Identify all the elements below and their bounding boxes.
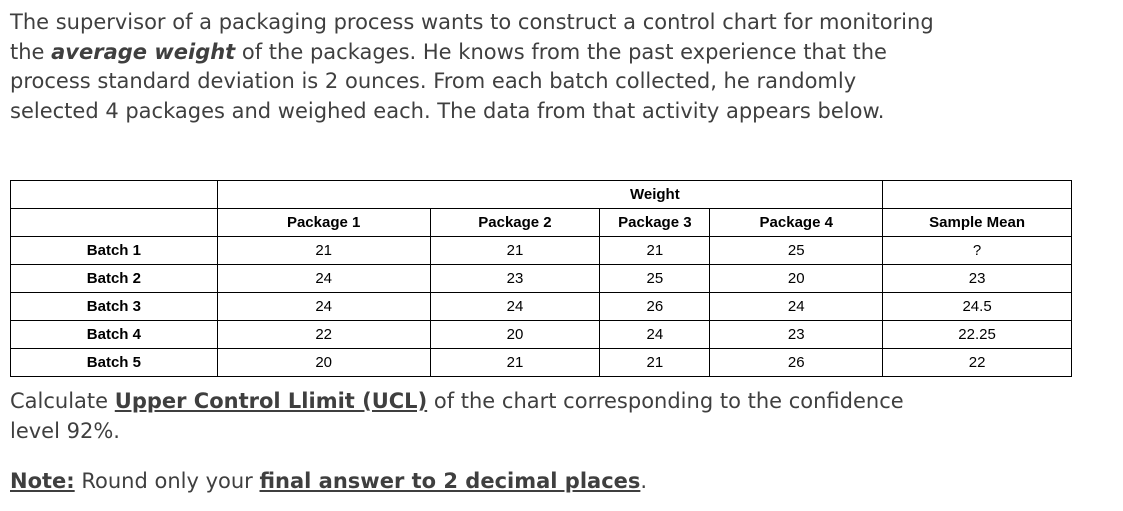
table-cell: 23 — [710, 321, 883, 349]
table-cell: 24 — [600, 321, 710, 349]
row-label: Batch 2 — [11, 265, 218, 293]
note — [10, 467, 647, 497]
table-cell: 21 — [430, 349, 600, 377]
weight-table — [10, 180, 1072, 377]
table-cell: 24 — [710, 293, 883, 321]
column-header: Package 2 — [430, 209, 600, 237]
table-cell: 21 — [217, 237, 430, 265]
note-emphasis: final answer to 2 decimal places — [259, 469, 641, 493]
table-group-header-row — [11, 181, 1072, 209]
table-cell: 20 — [430, 321, 600, 349]
table-header-row — [11, 209, 1072, 237]
table-cell: 21 — [600, 237, 710, 265]
intro-text-2: of the packages. He knows from the past experience that the process standard deviation is 2 ounces. From each batch collected, he randomly selected 4 packages and weighed each. The data from that activity appears below. — [10, 39, 887, 123]
table-cell: 25 — [710, 237, 883, 265]
table-row — [11, 265, 1072, 293]
column-header: Package 3 — [600, 209, 710, 237]
table-row — [11, 349, 1072, 377]
table-cell: 26 — [600, 293, 710, 321]
question-text-2: of the chart corresponding to the confidence level 92%. — [10, 389, 904, 443]
table-row — [11, 293, 1072, 321]
table-cell: 24 — [217, 293, 430, 321]
note-label: Note: — [10, 469, 75, 493]
row-label: Batch 5 — [11, 349, 218, 377]
question-text-1: Calculate — [10, 389, 115, 413]
table-cell: 25 — [600, 265, 710, 293]
row-label: Batch 1 — [11, 237, 218, 265]
note-text-2: . — [640, 469, 648, 493]
column-header: Package 1 — [217, 209, 430, 237]
table-cell: 23 — [883, 265, 1072, 293]
question-text — [10, 387, 910, 446]
table-cell: 22.25 — [883, 321, 1072, 349]
table-cell: ? — [883, 237, 1072, 265]
table-cell: 21 — [430, 237, 600, 265]
question-emphasis: Upper Control Llimit (UCL) — [114, 389, 428, 413]
table-cell: 22 — [883, 349, 1072, 377]
table-cell: 24 — [217, 265, 430, 293]
intro-emphasis: average weight — [51, 39, 236, 64]
table-cell: 23 — [430, 265, 600, 293]
table-cell: 20 — [217, 349, 430, 377]
table-cell: 24.5 — [883, 293, 1072, 321]
row-label: Batch 3 — [11, 293, 218, 321]
note-text-1: Round only your — [74, 469, 260, 493]
table-cell: 26 — [710, 349, 883, 377]
problem-intro — [10, 8, 940, 126]
intro-text-1: The supervisor of a packaging process wants to construct a control chart for monitoring the — [10, 10, 934, 64]
table-row — [11, 237, 1072, 265]
table-cell: 21 — [600, 349, 710, 377]
column-header: Sample Mean — [883, 209, 1072, 237]
row-label: Batch 4 — [11, 321, 218, 349]
table-corner-cell — [11, 181, 218, 209]
table-cell: 22 — [217, 321, 430, 349]
weight-group-header: Weight — [600, 181, 710, 209]
column-header: Package 4 — [710, 209, 883, 237]
table-row — [11, 321, 1072, 349]
table-cell: 20 — [710, 265, 883, 293]
table-cell: 24 — [430, 293, 600, 321]
